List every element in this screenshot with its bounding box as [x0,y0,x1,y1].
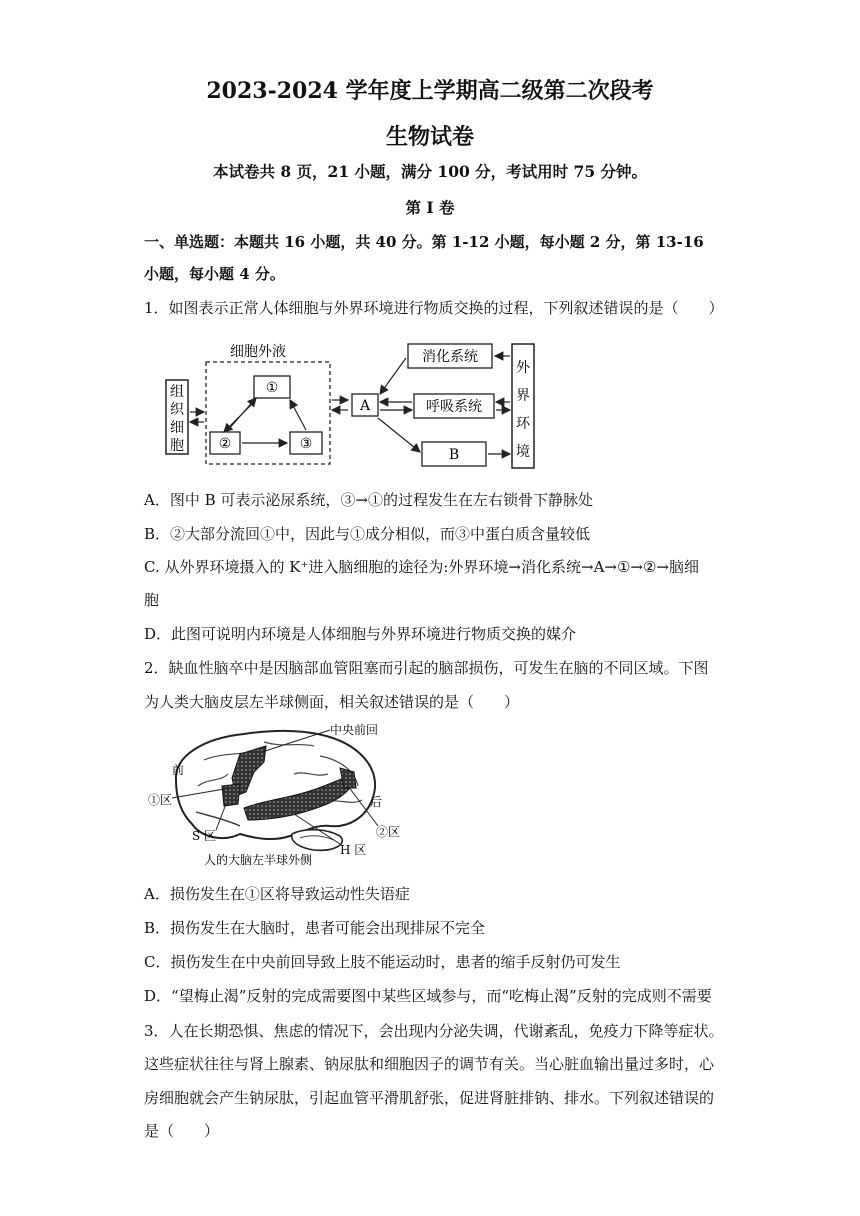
q1-option-c-line2: 胞 [144,591,160,609]
brain-caption: 人的大脑左半球外侧 [204,853,313,866]
label-zone-2: ②区 [376,825,401,839]
label-zone-1: ①区 [148,793,173,807]
external-env-char: 境 [516,444,530,460]
node-2-label: ② [218,436,232,452]
q1-option-c-line1: C. 从外界环境摄入的 K⁺进入脑细胞的途径为:外界环境→消化系统→A→①→②→脑细 [144,558,699,576]
q3-stem-line2: 这些症状往往与肾上腺素、钠尿肽和细胞因子的调节有关。当心脏血输出量过多时，心 [144,1055,715,1073]
tissue-cell-char: 细 [170,420,184,436]
q3-stem-line4: 是（ ） [144,1122,220,1140]
q3-stem-line1: 3．人在长期恐惧、焦虑的情况下，会出现内分泌失调，代谢紊乱，免疫力下降等症状。 [144,1022,724,1040]
exam-info: 本试卷共 8 页，21 小题，满分 100 分，考试用时 75 分钟。 [212,162,648,181]
q2-option-c: C．损伤发生在中央前回导致上肢不能运动时，患者的缩手反射仍可发生 [144,953,621,971]
tissue-cell-char: 组 [170,384,184,400]
section-heading-line1: 一、单选题：本题共 16 小题，共 40 分。第 1-12 小题，每小题 2 分，第 13-16 [144,233,704,251]
q2-option-d: D．“望梅止渴”反射的完成需要图中某些区域参与，而“吃梅止渴”反射的完成则不需要 [144,987,712,1005]
ecf-label: 细胞外液 [230,344,286,360]
node-3-label: ③ [299,436,313,452]
external-env-char: 界 [516,388,530,404]
label-s-zone: S 区 [192,829,217,843]
s-zone-region [222,784,240,806]
label-back: 后 [370,795,383,809]
section-heading-line2: 小题，每小题 4 分。 [144,265,285,283]
q1-option-a: A．图中 B 可表示泌尿系统，③→①的过程发生在左右锁骨下静脉处 [144,491,593,509]
q2-option-a: A．损伤发生在①区将导致运动性失语症 [144,885,410,903]
respiratory-system-label: 呼吸系统 [426,399,482,415]
node-b-label: B [448,447,460,463]
node-a-label: A [359,398,371,414]
q1-exchange-diagram [160,338,540,472]
exam-title: 2023-2024 学年度上学期高二级第二次段考 [206,78,654,104]
q2-option-b: B．损伤发生在大脑时，患者可能会出现排尿不完全 [144,919,486,937]
q1-option-d: D．此图可说明内环境是人体细胞与外界环境进行物质交换的媒介 [144,625,577,643]
external-env-char: 环 [516,416,530,432]
label-front: 前 [172,763,185,777]
label-central-gyrus: 中央前回 [330,723,379,737]
external-env-char: 外 [516,360,530,376]
tissue-cell-char: 胞 [170,438,184,454]
q2-brain-diagram [144,716,424,866]
exam-subject: 生物试卷 [385,124,474,150]
q2-stem-line2: 为人类大脑皮层左半球侧面，相关叙述错误的是（ ） [144,693,520,711]
volume-label: 第 I 卷 [405,198,455,217]
q1-stem: 1．如图表示正常人体细胞与外界环境进行物质交换的过程，下列叙述错误的是（ ） [144,299,724,317]
q1-option-b: B．②大部分流回①中，因此与①成分相似，而③中蛋白质含量较低 [144,525,591,543]
q2-stem-line1: 2．缺血性脑卒中是因脑部血管阻塞而引起的脑部损伤，可发生在脑的不同区域。下图 [144,659,709,677]
label-h-zone: H 区 [340,843,367,857]
q3-stem-line3: 房细胞就会产生钠尿肽，引起血管平滑肌舒张，促进肾脏排钠、排水。下列叙述错误的 [144,1089,715,1107]
digestive-system-label: 消化系统 [422,349,478,365]
node-1-label: ① [265,380,279,396]
tissue-cell-char: 织 [170,402,184,418]
